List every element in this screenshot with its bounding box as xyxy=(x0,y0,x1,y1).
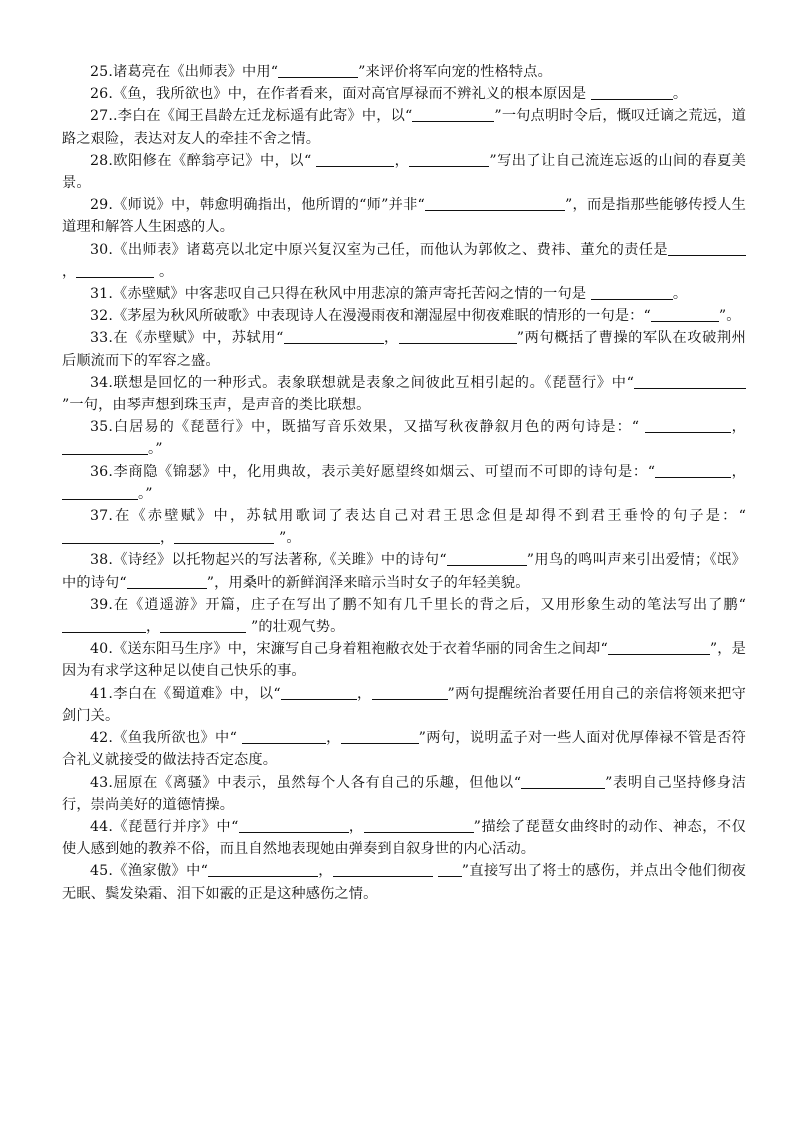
answer-blank[interactable] xyxy=(608,640,710,655)
answer-blank[interactable] xyxy=(645,418,731,433)
question-text: 31.《赤壁赋》中客悲叹自己只得在秋风中用悲凉的箫声寄托苦闷之情的一句是 xyxy=(90,286,591,303)
question-text: ”。 xyxy=(718,308,741,325)
answer-blank[interactable] xyxy=(316,152,394,167)
question-text: ”两句提醒统治者要任用自己的亲信将领来把守剑门关。 xyxy=(62,685,746,724)
question-text: ”来评价将军向宠的性格特点。 xyxy=(358,64,552,80)
question-list xyxy=(62,61,746,905)
question-text: 25.诸葛亮在《出师表》中用“ xyxy=(90,64,279,80)
question-text: ， xyxy=(146,619,161,636)
question-text: ”的壮观气势。 xyxy=(246,619,345,636)
answer-blank[interactable] xyxy=(651,307,719,322)
question-text: 44.《琵琶行并序》中“ xyxy=(90,818,239,835)
question-34 xyxy=(62,372,746,416)
answer-blank[interactable] xyxy=(62,485,138,500)
question-text: 35.白居易的《琵琶行》中，既描写音乐效果，又描写秋夜静叙月色的两句诗是：“ xyxy=(90,419,645,436)
question-text: 37.在《赤壁赋》中，苏轼用歌词了表达自己对君王思念但是却得不到君王垂怜的句子是：“ xyxy=(90,508,746,525)
question-text: ， xyxy=(318,863,333,880)
answer-blank[interactable] xyxy=(239,818,349,833)
question-30 xyxy=(62,239,746,283)
answer-blank[interactable] xyxy=(409,152,489,167)
question-text: ， xyxy=(731,463,746,480)
question-text: 。 xyxy=(154,263,174,280)
question-text: 36.李商隐《锦瑟》中，化用典故，表示美好愿望终如烟云、可望而不可即的诗句是：“ xyxy=(90,463,656,480)
question-text: 42.《鱼我所欲也》中“ xyxy=(90,730,242,747)
question-43 xyxy=(62,772,746,816)
question-text: 27..李白在《闻王昌龄左迁龙标遥有此寄》中，以“ xyxy=(90,108,413,125)
answer-blank[interactable] xyxy=(62,440,148,455)
answer-blank[interactable] xyxy=(655,463,731,478)
question-text: ”写出了让自己流连忘返的山间的春夏美景。 xyxy=(62,152,747,192)
question-text: ”表明自己坚持修身洁行，崇尚美好的道德情操。 xyxy=(62,774,746,813)
question-text: 26.《鱼，我所欲也》中，在作者看来，面对高官厚禄而不辨礼义的根本原因是 xyxy=(90,86,591,103)
question-text: ”，是因为有求学这种足以使自己快乐的事。 xyxy=(62,641,746,680)
question-39 xyxy=(62,594,746,638)
question-31 xyxy=(62,283,746,305)
answer-blank[interactable] xyxy=(425,196,565,211)
question-text: ， xyxy=(730,419,746,436)
question-text: ， xyxy=(383,330,399,347)
question-text: ， xyxy=(348,818,364,835)
question-text: 29.《师说》中，韩愈明确指出，他所谓的“师”并非“ xyxy=(90,197,425,214)
answer-blank[interactable] xyxy=(438,862,462,877)
question-text: ”两句，说明孟子对一些人面对优厚俸禄不管是否符合礼义就接受的做法持否定态度。 xyxy=(62,730,747,769)
question-37 xyxy=(62,505,746,549)
question-text: 39.在《逍遥游》开篇，庄子在写出了鹏不知有几千里长的背之后，又用形象生动的笔法写出了鹏“ xyxy=(90,596,746,613)
answer-blank[interactable] xyxy=(591,285,673,300)
answer-blank[interactable] xyxy=(399,329,517,344)
question-35 xyxy=(62,416,746,460)
question-text: 。” xyxy=(138,485,153,502)
answer-blank[interactable] xyxy=(62,618,146,633)
question-text: 43.屈原在《离骚》中表示，虽然每个人各有自己的乐趣，但他以“ xyxy=(90,774,522,791)
question-45 xyxy=(62,860,746,904)
answer-blank[interactable] xyxy=(284,329,384,344)
question-text: ”描绘了琵琶女曲终时的动作、神态，不仅使人感到她的教养不俗，而且自然地表现她由弹奏到自叙身世的内心活动。 xyxy=(62,818,746,858)
question-28 xyxy=(62,150,746,194)
answer-blank[interactable] xyxy=(76,263,154,278)
answer-blank[interactable] xyxy=(127,574,207,589)
answer-blank[interactable] xyxy=(242,729,326,744)
question-text: ”。 xyxy=(274,530,301,547)
question-text: 34.联想是回忆的一种形式。表象联想就是表象之间彼此互相引起的。《琵琶行》中“ xyxy=(90,374,634,391)
answer-blank[interactable] xyxy=(174,529,274,544)
question-text: 28.欧阳修在《醉翁亭记》中，以“ xyxy=(90,152,317,169)
answer-blank[interactable] xyxy=(668,241,746,256)
question-26 xyxy=(62,83,746,105)
answer-blank[interactable] xyxy=(634,374,746,389)
question-text: ”，而是指那些能够传授人生道理和解答人生困惑的人。 xyxy=(62,197,746,236)
question-text: ”一句点明时令后，慨叹迁谪之荒远，道路之艰险，表达对友人的牵挂不舍之情。 xyxy=(62,108,746,147)
question-text: 30.《出师表》诸葛亮以北定中原兴复汉室为己任，而他认为郭攸之、费祎、董允的责任是 xyxy=(90,241,668,258)
answer-blank[interactable] xyxy=(281,685,357,700)
answer-blank[interactable] xyxy=(333,862,433,877)
question-text: 40.《送东阳马生序》中，宋濂写自己身着粗袍敝衣处于衣着华丽的同舍生之间却“ xyxy=(90,641,608,658)
question-text: ”直接写出了将士的感伤，并点出令他们彻夜无眠、鬓发染霜、泪下如霰的正是这种感伤之情。 xyxy=(62,863,746,902)
question-41 xyxy=(62,683,746,727)
question-40 xyxy=(62,638,746,682)
question-text: 。 xyxy=(672,286,688,303)
answer-blank[interactable] xyxy=(341,729,419,744)
question-text: ”一句，由琴声想到珠玉声，是声音的类比联想。 xyxy=(62,397,371,414)
question-text: ， xyxy=(325,730,341,747)
answer-blank[interactable] xyxy=(372,685,448,700)
question-32 xyxy=(62,305,746,327)
question-text: 41.李白在《蜀道难》中，以“ xyxy=(90,685,281,702)
question-text: 45.《渔家傲》中“ xyxy=(90,863,209,880)
answer-blank[interactable] xyxy=(278,63,358,78)
question-27 xyxy=(62,105,746,149)
answer-blank[interactable] xyxy=(591,85,673,100)
question-text: 38.《诗经》以托物起兴的写法著称,《关雎》中的诗句“ xyxy=(90,552,447,569)
question-text: ， xyxy=(62,263,77,280)
question-text: 。 xyxy=(672,86,688,103)
question-38 xyxy=(62,549,746,593)
question-36 xyxy=(62,461,746,505)
question-text: ”两句概括了曹操的军队在攻破荆州后顺流而下的军容之盛。 xyxy=(62,330,746,369)
answer-blank[interactable] xyxy=(447,551,527,566)
answer-blank[interactable] xyxy=(412,107,494,122)
question-42 xyxy=(62,727,746,771)
question-text: ， xyxy=(160,530,175,547)
answer-blank[interactable] xyxy=(208,862,318,877)
question-text: ， xyxy=(356,685,372,702)
question-text: 32.《茅屋为秋风所破歌》中表现诗人在漫漫雨夜和潮湿屋中彻夜难眠的情形的一句是：“ xyxy=(90,308,651,325)
question-text: 33.在《赤壁赋》中，苏轼用“ xyxy=(90,330,284,347)
question-text: 。” xyxy=(148,441,163,458)
question-text: ”用鸟的鸣叫声来引出爱情；《氓》中的诗句“ xyxy=(62,552,746,591)
question-text: ”，用桑叶的新鲜润泽来暗示当时女子的年轻美貌。 xyxy=(206,574,530,591)
answer-blank[interactable] xyxy=(364,818,474,833)
question-33 xyxy=(62,327,746,371)
answer-blank[interactable] xyxy=(62,529,160,544)
question-25 xyxy=(62,61,746,83)
question-29 xyxy=(62,194,746,238)
answer-blank[interactable] xyxy=(521,774,605,789)
answer-blank[interactable] xyxy=(160,618,246,633)
question-text: ， xyxy=(394,152,410,169)
question-44 xyxy=(62,816,746,860)
